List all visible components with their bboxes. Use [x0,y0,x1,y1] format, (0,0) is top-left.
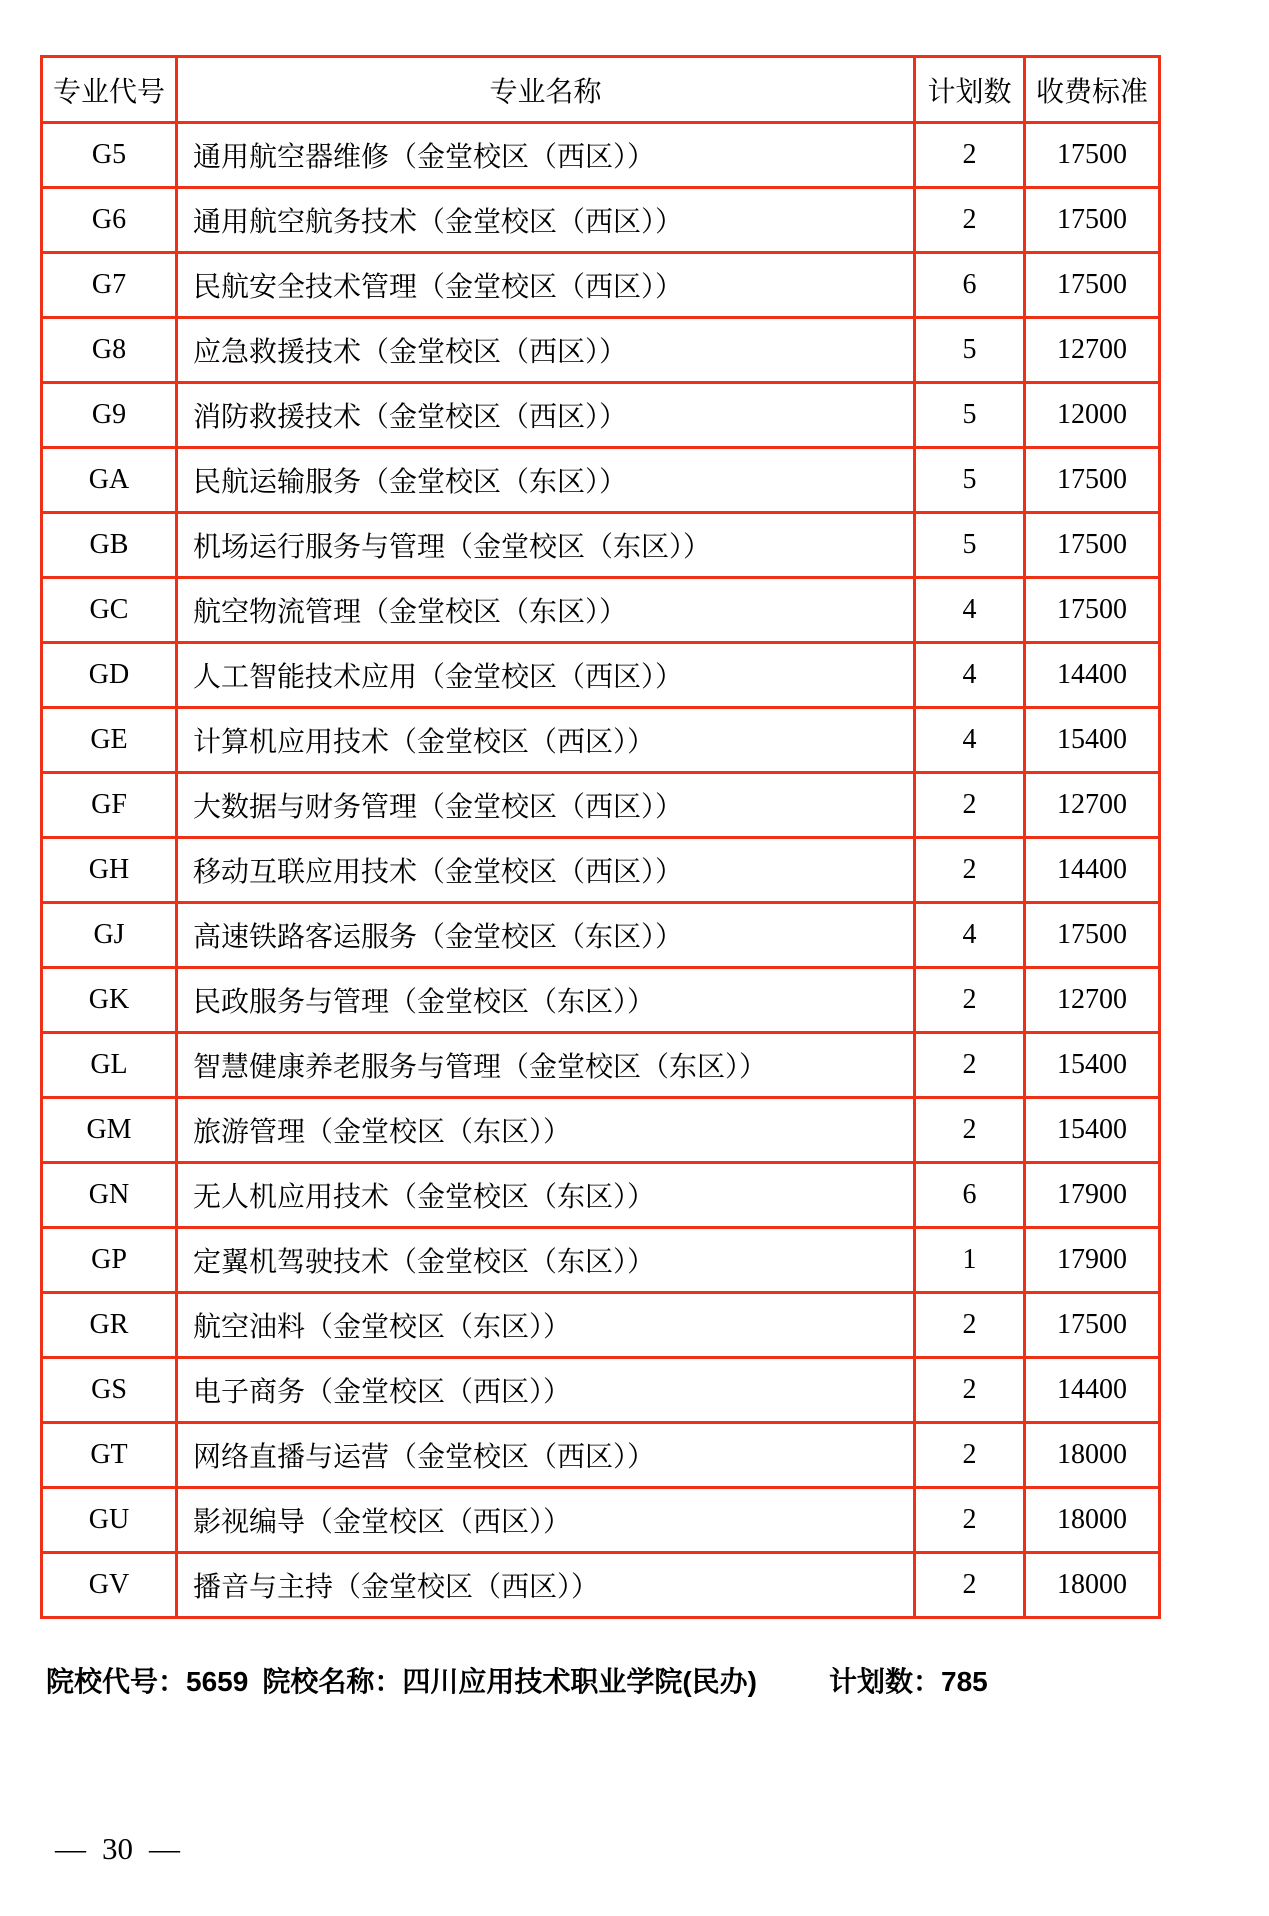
fee-standard-cell: 18000 [1025,1553,1160,1618]
major-code-cell: G8 [42,318,177,383]
major-code-cell: G7 [42,253,177,318]
major-name-cell: 旅游管理（金堂校区（东区）） [177,1098,915,1163]
major-name-cell: 通用航空航务技术（金堂校区（西区）） [177,188,915,253]
major-name-cell: 影视编导（金堂校区（西区）） [177,1488,915,1553]
plan-count-cell: 6 [915,253,1025,318]
major-code-cell: G9 [42,383,177,448]
plan-count-cell: 4 [915,708,1025,773]
header-plan-count: 计划数 [915,57,1025,123]
major-code-cell: GB [42,513,177,578]
plan-count-cell: 4 [915,578,1025,643]
plan-count-cell: 2 [915,968,1025,1033]
table-row [42,1098,1160,1163]
header-fee-standard: 收费标准 [1025,57,1160,123]
table-row [42,1488,1160,1553]
fee-standard-cell: 12700 [1025,318,1160,383]
table-row [42,1033,1160,1098]
plan-count-cell: 4 [915,903,1025,968]
plan-count-cell: 1 [915,1228,1025,1293]
plan-count-cell: 2 [915,123,1025,188]
table-row [42,1358,1160,1423]
major-code-cell: GN [42,1163,177,1228]
fee-standard-cell: 17500 [1025,448,1160,513]
summary-line [46,1660,988,1700]
table-row [42,123,1160,188]
major-name-cell: 民航运输服务（金堂校区（东区）） [177,448,915,513]
major-code-cell: GU [42,1488,177,1553]
major-name-cell: 电子商务（金堂校区（西区）） [177,1358,915,1423]
table-row [42,838,1160,903]
fee-standard-cell: 15400 [1025,708,1160,773]
major-name-cell: 无人机应用技术（金堂校区（东区）） [177,1163,915,1228]
fee-standard-cell: 17500 [1025,253,1160,318]
major-code-cell: GK [42,968,177,1033]
table-row [42,383,1160,448]
fee-standard-cell: 12000 [1025,383,1160,448]
fee-standard-cell: 18000 [1025,1423,1160,1488]
plan-count-cell: 2 [915,838,1025,903]
fee-standard-cell: 17500 [1025,1293,1160,1358]
fee-standard-cell: 15400 [1025,1098,1160,1163]
fee-standard-cell: 17500 [1025,123,1160,188]
table-row [42,1228,1160,1293]
fee-standard-cell: 17500 [1025,578,1160,643]
major-name-cell: 应急救援技术（金堂校区（西区）） [177,318,915,383]
header-major-code: 专业代号 [42,57,177,123]
plan-count-cell: 2 [915,1293,1025,1358]
fee-standard-cell: 17500 [1025,903,1160,968]
header-major-name: 专业名称 [177,57,915,123]
page-number-right-dash: — [149,1831,180,1866]
table-row [42,513,1160,578]
fee-standard-cell: 12700 [1025,968,1160,1033]
plan-total-label: 计划数： [828,1666,941,1697]
major-name-cell: 网络直播与运营（金堂校区（西区）） [177,1423,915,1488]
plan-count-cell: 4 [915,643,1025,708]
major-name-cell: 高速铁路客运服务（金堂校区（东区）） [177,903,915,968]
major-code-cell: G5 [42,123,177,188]
major-name-cell: 通用航空器维修（金堂校区（西区）） [177,123,915,188]
major-name-cell: 定翼机驾驶技术（金堂校区（东区）） [177,1228,915,1293]
major-code-cell: GH [42,838,177,903]
plan-count-cell: 6 [915,1163,1025,1228]
plan-count-cell: 2 [915,773,1025,838]
major-code-cell: GJ [42,903,177,968]
major-code-cell: GA [42,448,177,513]
major-name-cell: 航空油料（金堂校区（东区）） [177,1293,915,1358]
major-code-cell: GD [42,643,177,708]
plan-count-cell: 5 [915,448,1025,513]
major-name-cell: 民航安全技术管理（金堂校区（西区）） [177,253,915,318]
plan-count-cell: 5 [915,383,1025,448]
fee-standard-cell: 18000 [1025,1488,1160,1553]
page-number [55,1831,180,1867]
plan-count-cell: 2 [915,1488,1025,1553]
school-code-label: 院校代号： [46,1666,187,1697]
major-code-cell: GE [42,708,177,773]
plan-count-cell: 2 [915,1098,1025,1163]
table-row [42,188,1160,253]
major-name-cell: 播音与主持（金堂校区（西区）） [177,1553,915,1618]
major-code-cell: GR [42,1293,177,1358]
school-name-label: 院校名称： [262,1666,403,1697]
table-row [42,253,1160,318]
major-name-cell: 移动互联应用技术（金堂校区（西区）） [177,838,915,903]
major-code-cell: GM [42,1098,177,1163]
major-code-cell: G6 [42,188,177,253]
major-code-cell: GL [42,1033,177,1098]
fee-standard-cell: 14400 [1025,838,1160,903]
plan-count-cell: 2 [915,1358,1025,1423]
plan-count-cell: 2 [915,1553,1025,1618]
plan-total-value: 785 [941,1666,988,1697]
table-header-row [42,57,1160,123]
major-code-cell: GP [42,1228,177,1293]
major-name-cell: 计算机应用技术（金堂校区（西区）） [177,708,915,773]
table-row [42,1293,1160,1358]
plan-count-cell: 2 [915,188,1025,253]
major-name-cell: 消防救援技术（金堂校区（西区）） [177,383,915,448]
major-name-cell: 航空物流管理（金堂校区（东区）） [177,578,915,643]
table-row [42,1423,1160,1488]
plan-count-cell: 5 [915,318,1025,383]
table-row [42,968,1160,1033]
table-row [42,773,1160,838]
fee-standard-cell: 15400 [1025,1033,1160,1098]
major-code-cell: GC [42,578,177,643]
fee-standard-cell: 14400 [1025,1358,1160,1423]
major-code-cell: GT [42,1423,177,1488]
plan-count-cell: 2 [915,1423,1025,1488]
major-name-cell: 大数据与财务管理（金堂校区（西区）） [177,773,915,838]
major-name-cell: 民政服务与管理（金堂校区（东区）） [177,968,915,1033]
major-name-cell: 智慧健康养老服务与管理（金堂校区（东区）） [177,1033,915,1098]
major-code-cell: GS [42,1358,177,1423]
table-row [42,903,1160,968]
table-row [42,578,1160,643]
fee-standard-cell: 17500 [1025,513,1160,578]
page-number-value: 30 [102,1831,133,1866]
school-name-value: 四川应用技术职业学院(民办) [402,1666,757,1697]
fee-standard-cell: 14400 [1025,643,1160,708]
fee-standard-cell: 17900 [1025,1228,1160,1293]
fee-standard-cell: 12700 [1025,773,1160,838]
fee-standard-cell: 17900 [1025,1163,1160,1228]
table-row [42,318,1160,383]
table-row [42,448,1160,513]
table-row [42,708,1160,773]
page-number-left-dash: — [55,1831,86,1866]
major-code-cell: GV [42,1553,177,1618]
fee-standard-cell: 17500 [1025,188,1160,253]
table-row [42,1553,1160,1618]
major-name-cell: 人工智能技术应用（金堂校区（西区）） [177,643,915,708]
school-code-value: 5659 [186,1666,249,1697]
plan-count-cell: 5 [915,513,1025,578]
table-row [42,1163,1160,1228]
table-row [42,643,1160,708]
admission-plan-table [40,55,1161,1619]
major-code-cell: GF [42,773,177,838]
major-name-cell: 机场运行服务与管理（金堂校区（东区）） [177,513,915,578]
plan-count-cell: 2 [915,1033,1025,1098]
